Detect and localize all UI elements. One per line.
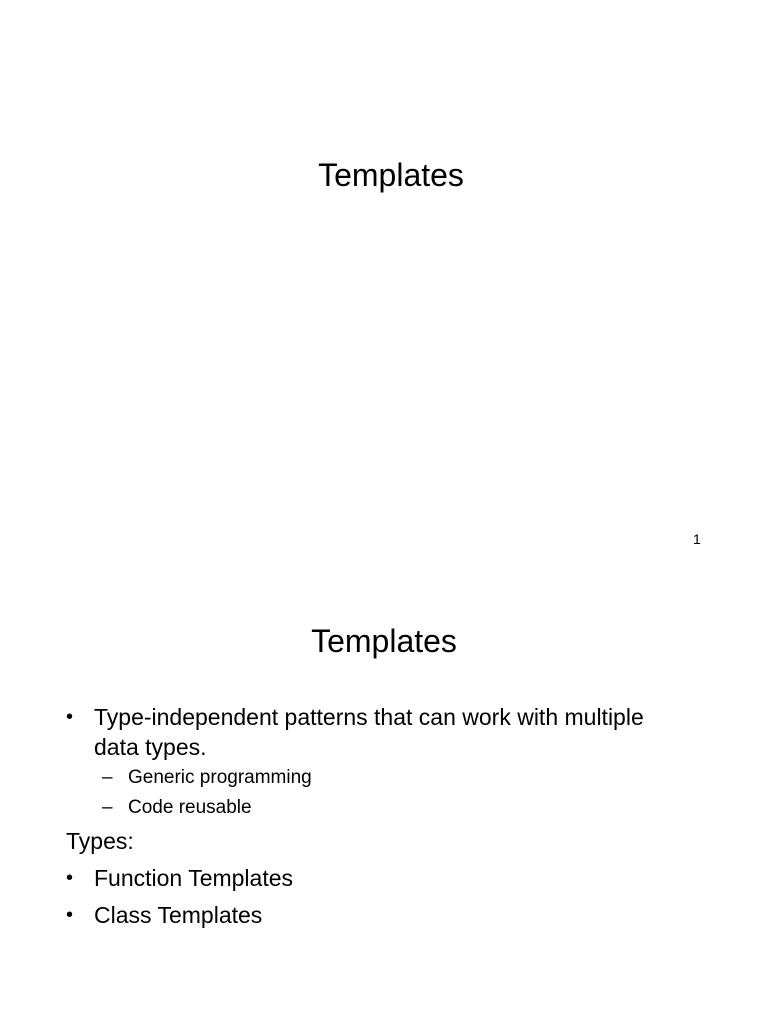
slide-title: Templates xyxy=(318,157,464,193)
list-item xyxy=(64,702,684,762)
dash-icon: – xyxy=(102,797,113,818)
slide-bullet-list xyxy=(64,702,684,937)
sub-bullet-text: Generic programming xyxy=(128,767,312,788)
slide-number: 1 xyxy=(693,531,701,547)
types-label: Types: xyxy=(66,828,134,854)
sub-list-item xyxy=(64,796,684,820)
list-item xyxy=(64,900,684,930)
dash-icon: – xyxy=(102,767,113,788)
bullet-text: Type-independent patterns that can work with multiple data types. xyxy=(94,704,644,760)
bullet-text: Class Templates xyxy=(94,902,263,928)
list-item xyxy=(64,863,684,893)
slide-title: Templates xyxy=(311,623,457,659)
sub-list-item xyxy=(64,766,684,790)
slide-2 xyxy=(0,560,768,1024)
sub-bullet-text: Code reusable xyxy=(128,797,252,818)
bullet-icon: • xyxy=(66,706,74,728)
bullet-icon: • xyxy=(66,904,74,926)
bullet-text: Function Templates xyxy=(94,865,294,891)
bullet-icon: • xyxy=(66,867,74,889)
